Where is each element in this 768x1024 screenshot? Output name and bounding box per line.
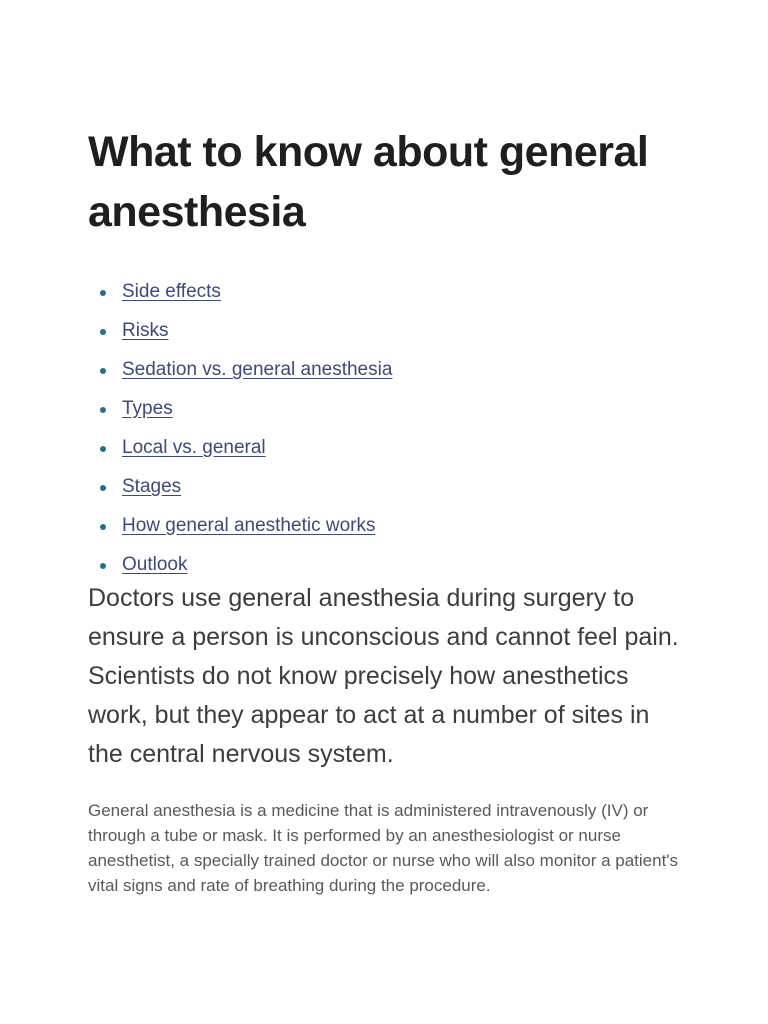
page-title: What to know about general anesthesia <box>88 128 649 236</box>
toc-link-how-general-anesthetic-works[interactable]: How general anesthetic works <box>122 515 376 536</box>
toc-link-risks[interactable]: Risks <box>122 320 169 341</box>
lead-paragraph: Doctors use general anesthesia during surgery to ensure a person is unconscious and cannot feel pain. Scientists do not know precisely how anesthetics work, but they appear to act at a number of sites in the central nervous system. <box>88 584 679 768</box>
toc-item-side-effects <box>88 282 680 302</box>
toc-item-how-general-anesthetic-works <box>88 516 680 536</box>
toc-link-side-effects[interactable]: Side effects <box>122 281 221 302</box>
bullet-icon <box>100 485 106 491</box>
toc-item-stages <box>88 477 680 497</box>
toc-item-outlook <box>88 555 680 575</box>
toc-item-sedation-vs-general <box>88 360 680 380</box>
bullet-icon <box>100 290 106 296</box>
toc-link-stages[interactable]: Stages <box>122 476 182 497</box>
bullet-icon <box>100 563 106 569</box>
bullet-icon <box>100 329 106 335</box>
bullet-icon <box>100 524 106 530</box>
bullet-icon <box>100 368 106 374</box>
body-paragraph: General anesthesia is a medicine that is administered intravenously (IV) or through a tube or mask. It is performed by an anesthesiologist or nurse anesthetist, a specially trained doctor or nurse who will also monitor a patient's vital signs and rate of breathing during the procedure. <box>88 801 679 895</box>
table-of-contents <box>88 282 680 575</box>
toc-link-outlook[interactable]: Outlook <box>122 554 188 575</box>
toc-item-types <box>88 399 680 419</box>
toc-item-local-vs-general <box>88 438 680 458</box>
toc-link-sedation-vs-general[interactable]: Sedation vs. general anesthesia <box>122 359 393 380</box>
toc-link-types[interactable]: Types <box>122 398 173 419</box>
toc-item-risks <box>88 321 680 341</box>
toc-link-local-vs-general[interactable]: Local vs. general <box>122 437 266 458</box>
bullet-icon <box>100 446 106 452</box>
bullet-icon <box>100 407 106 413</box>
